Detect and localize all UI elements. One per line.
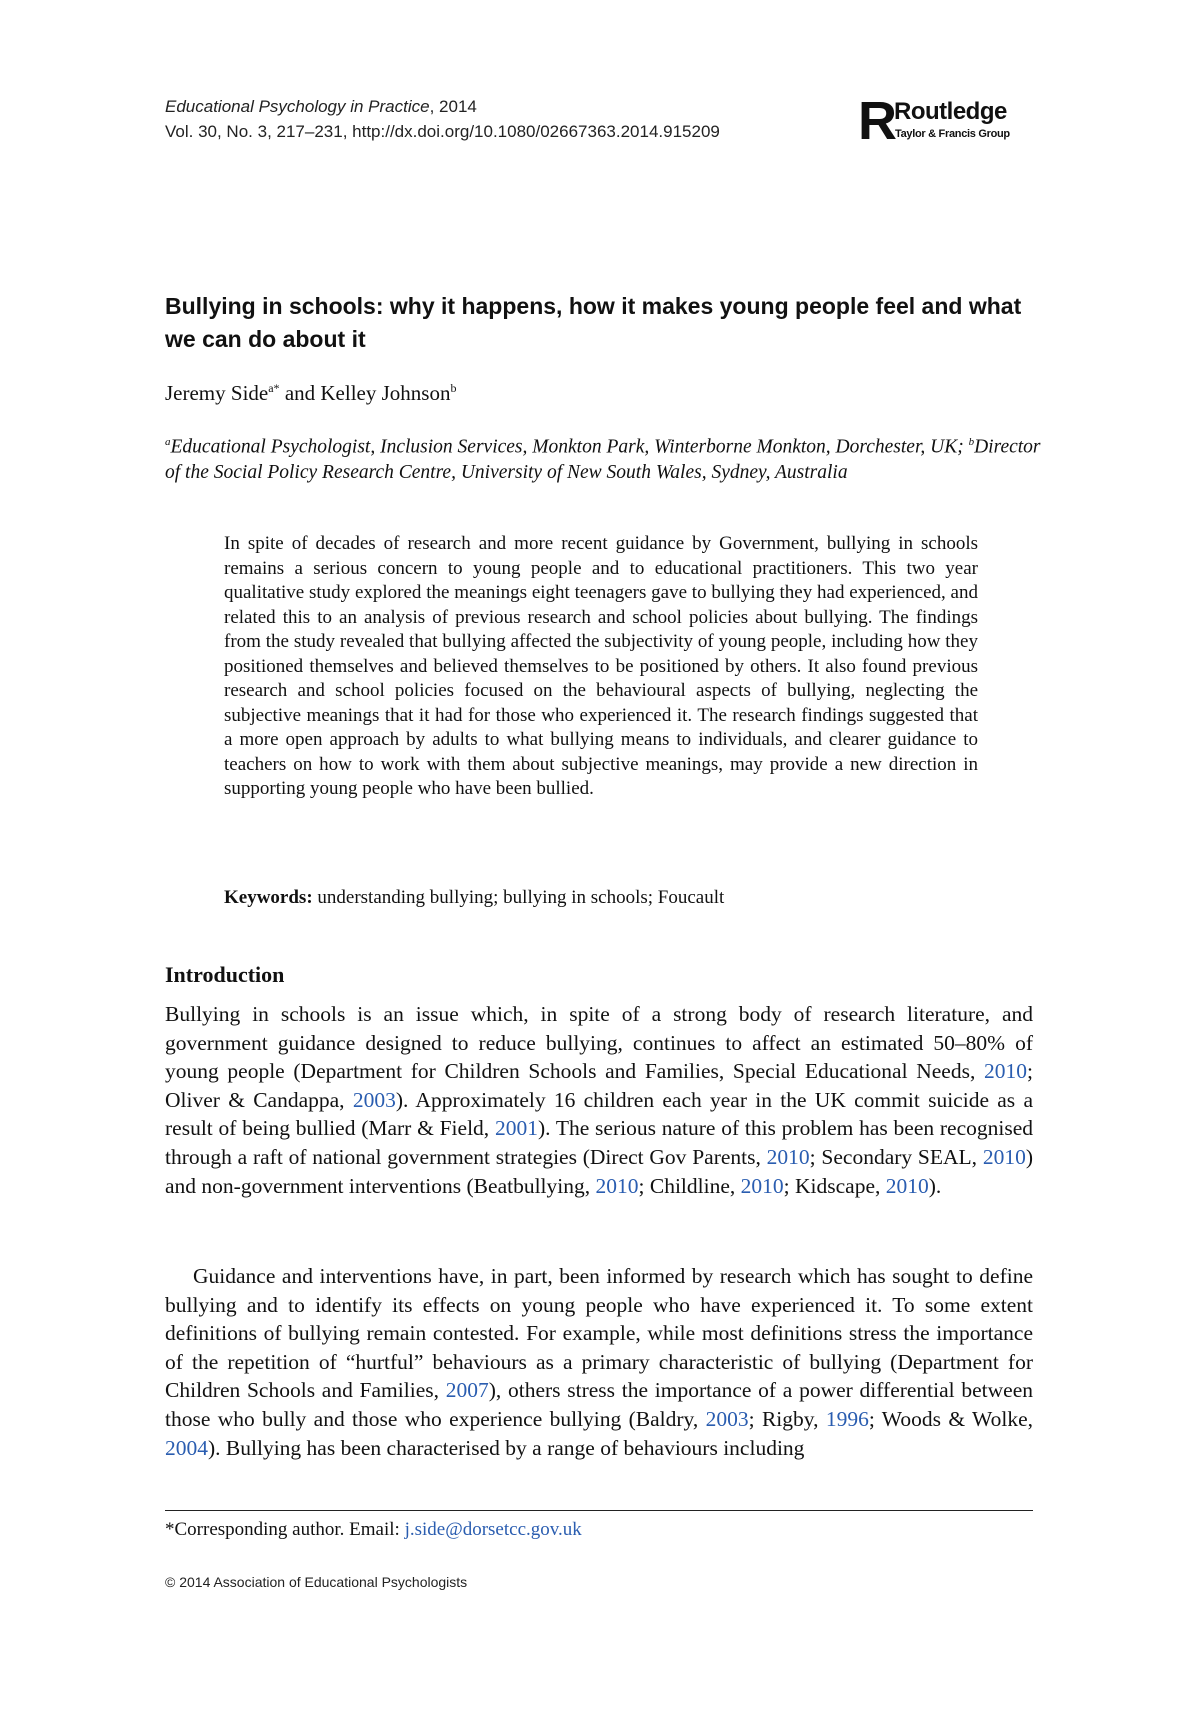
- footnote: [165, 1518, 582, 1542]
- author-name: Kelley Johnson: [320, 381, 451, 405]
- email-link[interactable]: j.side@dorsetcc.gov.uk: [404, 1519, 582, 1540]
- paragraph-text: Bullying in schools is an issue which, in spite of a strong body of research literature, and government guidance designed to reduce bullying, continues to affect an estimated 50–80% of young people (Department for Children Schools and Families, Special Educational Needs,: [165, 1002, 1033, 1084]
- journal-line: [165, 94, 720, 119]
- journal-name: Educational Psychology in Practice: [165, 97, 430, 116]
- paragraph-text: ; Woods & Wolke,: [868, 1406, 1033, 1431]
- keywords-label: Keywords:: [224, 887, 313, 908]
- journal-header: [165, 94, 720, 144]
- body-paragraph: [165, 1262, 1033, 1462]
- reference-link[interactable]: 2010: [984, 1059, 1028, 1084]
- publisher-group: Taylor & Francis Group: [895, 128, 1010, 140]
- publisher-name: Routledge: [894, 98, 1007, 125]
- keywords: [224, 886, 724, 910]
- routledge-r-mark: R: [858, 91, 895, 151]
- paragraph-text: ; Childline,: [638, 1173, 741, 1198]
- author-affil-marker: b: [450, 381, 457, 395]
- paragraph-text: ), others stress the importance of a power differential between those who bully and those who experience bullying (Baldry,: [165, 1378, 1034, 1431]
- section-heading: Introduction: [165, 962, 285, 987]
- author-name: Jeremy Side: [165, 381, 269, 405]
- paragraph-text: ).: [928, 1173, 942, 1198]
- paragraph-text: ; Secondary SEAL,: [809, 1144, 983, 1169]
- citation-line: Vol. 30, No. 3, 217–231, http://dx.doi.org/10.1080/02667363.2014.915209: [165, 122, 720, 141]
- journal-year: , 2014: [429, 97, 477, 116]
- paragraph-text: ). Approximately 16 children each year in the UK commit suicide as a result of being bullied (Marr & Field,: [165, 1087, 1033, 1141]
- affiliations: [165, 430, 1045, 485]
- affiliation-a: Educational Psychologist, Inclusion Services, Monkton Park, Winterborne Monkton, Dorchester, UK;: [170, 436, 969, 458]
- author-line: [165, 375, 456, 406]
- affil-marker: b: [968, 436, 975, 448]
- paragraph-text: ). The serious nature of this problem has been recognised through a raft of national government strategies (Direct Gov Parents,: [165, 1116, 1033, 1169]
- reference-link[interactable]: 2010: [595, 1173, 639, 1198]
- reference-link[interactable]: 2004: [165, 1435, 208, 1460]
- publisher-logo: [858, 91, 1038, 154]
- paragraph-text: ; Kidscape,: [783, 1173, 886, 1198]
- reference-link[interactable]: 2010: [766, 1144, 810, 1169]
- paragraph-text: ) and non-government interventions (Beatbullying,: [165, 1144, 1034, 1198]
- body-paragraph: [165, 1000, 1033, 1200]
- affiliation-b: Director of the Social Policy Research Centre, University of New South Wales, Sydney, Australia: [165, 436, 1041, 483]
- abstract: In spite of decades of research and more recent guidance by Government, bullying in schools remains a serious concern to young people and to educational practitioners. This two year qualitative study explored the meanings eight teenagers gave to bullying they had experienced, and related this to an analysis of previous research and school policies about bullying. The findings from the study revealed that bullying affected the subjectivity of young people, including how they positioned themselves and believed themselves to be positioned by others. It also found previous research and school policies focused on the behavioural aspects of bullying, neglecting the subjective meanings that it had for those who experienced it. The research findings suggested that a more open approach by adults to what bullying means to individuals, and clearer guidance to teachers on how to work with them about subjective meanings, may provide a new direction in supporting young people who have been bullied.: [224, 533, 978, 799]
- paragraph-text: ; Oliver & Candappa,: [165, 1059, 1033, 1112]
- reference-link[interactable]: 2007: [445, 1378, 489, 1403]
- reference-link[interactable]: 2010: [982, 1144, 1026, 1169]
- reference-link[interactable]: 2003: [705, 1406, 749, 1431]
- footnote-text: *Corresponding author. Email:: [165, 1519, 405, 1540]
- author-conjunction: and: [279, 381, 321, 405]
- paragraph-text: ; Rigby,: [748, 1406, 826, 1431]
- affil-marker: a: [165, 436, 171, 448]
- paragraph-text: Guidance and interventions have, in part, been informed by research which has sought to define bullying and to identify its effects on young people who have experienced it. To some extent definitions of bullying remain contested. For example, while most definitions stress the importance of the repetition of “hurtful” behaviours as a primary characteristic of bullying (Department for Children Schools and Families,: [165, 1264, 1033, 1403]
- reference-link[interactable]: 2003: [352, 1087, 396, 1112]
- copyright: © 2014 Association of Educational Psychologists: [165, 1574, 468, 1590]
- keywords-list: understanding bullying; bullying in schools; Foucault: [312, 887, 725, 908]
- reference-link[interactable]: 1996: [825, 1406, 869, 1431]
- reference-link[interactable]: 2001: [494, 1116, 538, 1141]
- paragraph-text: ). Bullying has been characterised by a range of behaviours including: [208, 1435, 805, 1460]
- reference-link[interactable]: 2010: [885, 1173, 929, 1198]
- author-affil-marker: a*: [268, 381, 280, 395]
- footnote-divider: [165, 1510, 1033, 1511]
- reference-link[interactable]: 2010: [740, 1173, 784, 1198]
- article-title: Bullying in schools: why it happens, how it makes young people feel and what we can do about it: [165, 293, 1022, 352]
